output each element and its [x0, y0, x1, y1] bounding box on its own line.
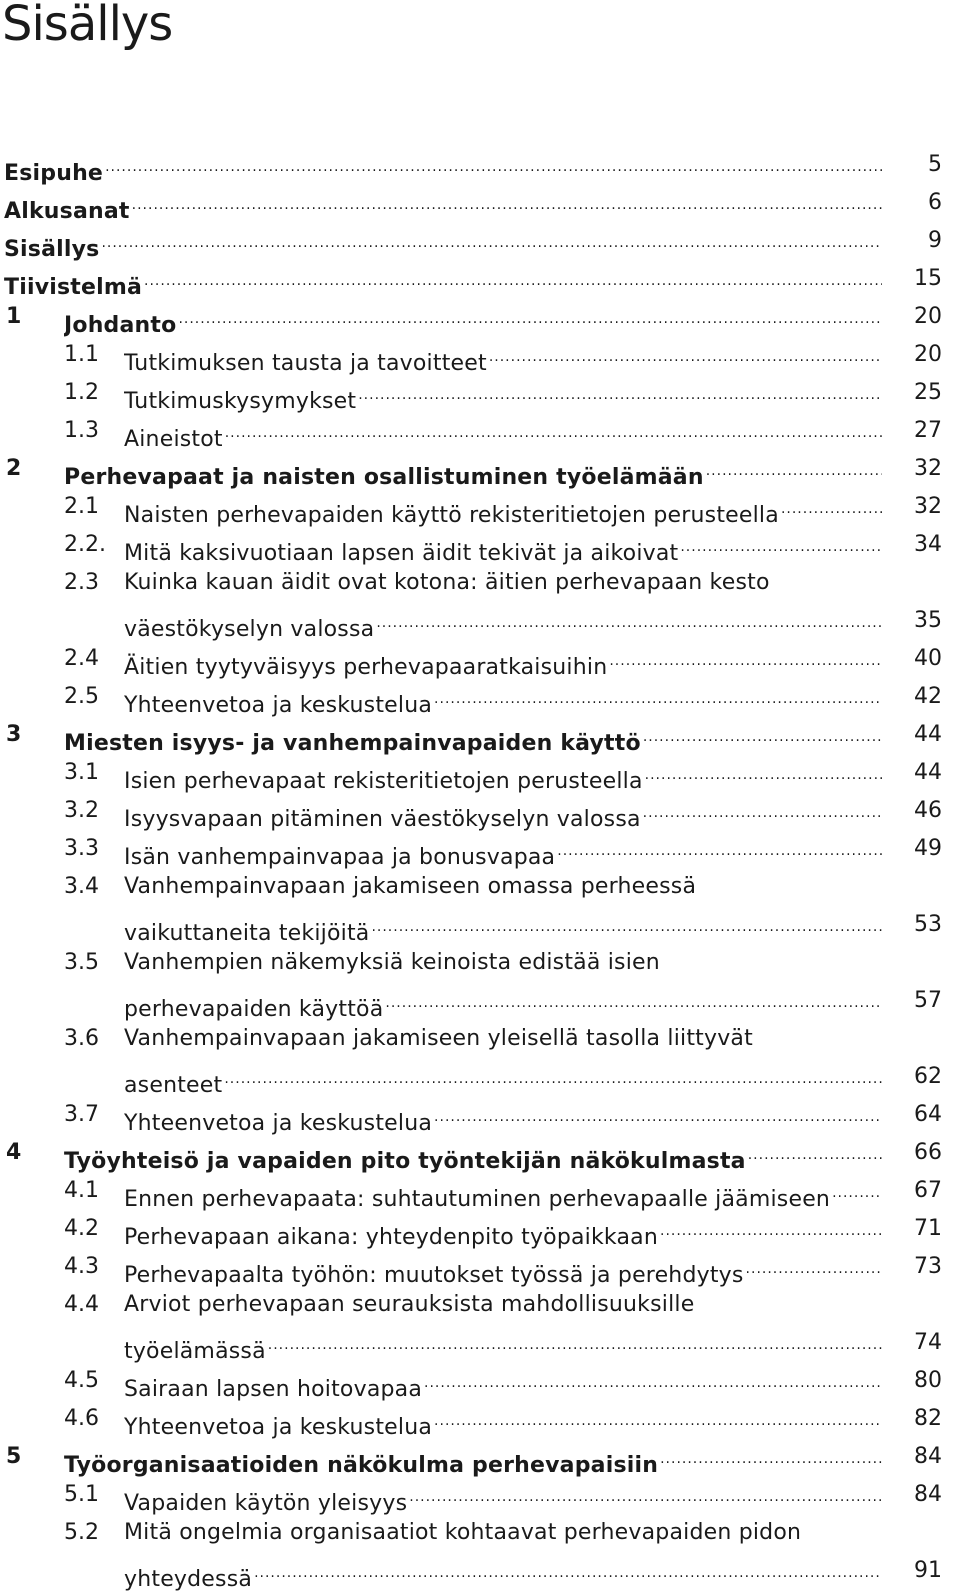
toc-entry[interactable] [0, 530, 960, 568]
dot-leader [643, 796, 882, 826]
toc-entry-label-continued: väestökyselyn valossa [124, 617, 375, 642]
dot-leader [660, 1442, 882, 1472]
toc-entry[interactable] [0, 454, 960, 492]
toc-entry-label: Äitien tyytyväisyys perhevapaaratkaisuihin [124, 655, 608, 680]
toc-entry[interactable] [0, 1100, 960, 1138]
toc-entry-page: 66 [914, 1140, 942, 1165]
toc-entry[interactable] [0, 948, 960, 986]
toc-entry-page: 73 [914, 1254, 942, 1279]
toc-entry-label: Kuinka kauan äidit ovat kotona: äitien perhevapaan kesto [124, 570, 770, 595]
table-of-contents [0, 150, 960, 1594]
toc-entry[interactable] [0, 264, 960, 302]
toc-entry-page: 82 [914, 1406, 942, 1431]
toc-entry[interactable] [0, 644, 960, 682]
toc-entry-page: 46 [914, 798, 942, 823]
toc-entry-number: 4.1 [64, 1178, 99, 1203]
toc-entry-number: 3.6 [64, 1026, 99, 1051]
toc-entry-label: Yhteenvetoa ja keskustelua [124, 1111, 433, 1136]
toc-entry-continuation[interactable] [0, 1062, 960, 1100]
toc-entry-label: Vapaiden käytön yleisyys [124, 1491, 408, 1516]
toc-entry[interactable] [0, 1366, 960, 1404]
toc-entry[interactable] [0, 682, 960, 720]
toc-entry-page: 49 [914, 836, 942, 861]
toc-entry-number: 5.1 [64, 1482, 99, 1507]
toc-entry-page: 20 [914, 342, 942, 367]
dot-leader [268, 1328, 882, 1358]
toc-entry-label: Mitä ongelmia organisaatiot kohtaavat perhevapaiden pidon [124, 1520, 802, 1545]
toc-entry-label-continued: vaikuttaneita tekijöitä [124, 921, 370, 946]
toc-entry-page: 62 [914, 1064, 942, 1089]
toc-entry[interactable] [0, 1404, 960, 1442]
toc-entry-page: 67 [914, 1178, 942, 1203]
toc-entry-number: 4 [6, 1140, 22, 1165]
toc-entry[interactable] [0, 796, 960, 834]
toc-entry-label: Vanhempien näkemyksiä keinoista edistää isien [124, 950, 660, 975]
dot-leader [105, 150, 882, 180]
dot-leader [660, 1214, 882, 1244]
toc-entry-page: 27 [914, 418, 942, 443]
toc-entry-label: Mitä kaksivuotiaan lapsen äidit tekivät ja aikoivat [124, 541, 679, 566]
toc-entry-number: 1.3 [64, 418, 99, 443]
toc-entry[interactable] [0, 1480, 960, 1518]
dot-leader [376, 606, 882, 636]
toc-entry[interactable] [0, 758, 960, 796]
toc-entry[interactable] [0, 188, 960, 226]
toc-entry-number: 1 [6, 304, 22, 329]
toc-entry-label: Esipuhe [4, 161, 104, 186]
toc-entry[interactable] [0, 492, 960, 530]
toc-entry-number: 4.4 [64, 1292, 99, 1317]
toc-entry[interactable] [0, 378, 960, 416]
toc-entry-continuation[interactable] [0, 1556, 960, 1594]
toc-entry-continuation[interactable] [0, 606, 960, 644]
toc-entry[interactable] [0, 720, 960, 758]
toc-entry-number: 2 [6, 456, 22, 481]
toc-entry-page: 71 [914, 1216, 942, 1241]
dot-leader [371, 910, 882, 940]
dot-leader [409, 1480, 882, 1510]
toc-entry-label: Sisällys [4, 237, 100, 262]
toc-entry-label: Tutkimuksen tausta ja tavoitteet [124, 351, 487, 376]
toc-entry-label: Isän vanhempainvapaa ja bonusvapaa [124, 845, 556, 870]
toc-entry-number: 3.5 [64, 950, 99, 975]
toc-entry[interactable] [0, 1138, 960, 1176]
toc-entry[interactable] [0, 872, 960, 910]
toc-entry-number: 4.3 [64, 1254, 99, 1279]
toc-entry-label: Sairaan lapsen hoitovapaa [124, 1377, 423, 1402]
dot-leader [385, 986, 882, 1016]
toc-entry-label: Miesten isyys- ja vanhempainvapaiden käyttö [64, 731, 641, 756]
dot-leader [748, 1138, 882, 1168]
toc-entry-page: 74 [914, 1330, 942, 1355]
toc-entry-label: Yhteenvetoa ja keskustelua [124, 693, 433, 718]
toc-entry-number: 5.2 [64, 1520, 99, 1545]
dot-leader [434, 1404, 882, 1434]
dot-leader [706, 454, 882, 484]
toc-entry[interactable] [0, 1252, 960, 1290]
dot-leader [781, 492, 882, 522]
toc-entry-page: 44 [914, 722, 942, 747]
toc-entry[interactable] [0, 302, 960, 340]
toc-entry-page: 35 [914, 608, 942, 633]
toc-entry-page: 15 [914, 266, 942, 291]
toc-entry-page: 6 [928, 190, 942, 215]
toc-entry-label: Vanhempainvapaan jakamiseen omassa perheessä [124, 874, 697, 899]
toc-entry-number: 3.1 [64, 760, 99, 785]
toc-entry-number: 5 [6, 1444, 22, 1469]
dot-leader [643, 720, 882, 750]
toc-entry-number: 3.4 [64, 874, 99, 899]
toc-entry[interactable] [0, 150, 960, 188]
toc-entry-page: 25 [914, 380, 942, 405]
toc-entry-page: 42 [914, 684, 942, 709]
toc-entry-number: 2.5 [64, 684, 99, 709]
toc-entry-number: 2.3 [64, 570, 99, 595]
toc-entry[interactable] [0, 1518, 960, 1556]
toc-entry[interactable] [0, 416, 960, 454]
toc-entry-page: 80 [914, 1368, 942, 1393]
toc-entry-page: 57 [914, 988, 942, 1013]
toc-entry-number: 4.5 [64, 1368, 99, 1393]
toc-entry[interactable] [0, 226, 960, 264]
page-title: Sisällys [2, 0, 173, 52]
toc-entry[interactable] [0, 1290, 960, 1328]
toc-entry-label: Naisten perhevapaiden käyttö rekisteritietojen perusteella [124, 503, 779, 528]
toc-entry-label-continued: perhevapaiden käyttöä [124, 997, 384, 1022]
toc-entry-number: 4.2 [64, 1216, 99, 1241]
toc-entry-label: Alkusanat [4, 199, 130, 224]
toc-entry-page: 91 [914, 1558, 942, 1583]
toc-entry-page: 32 [914, 456, 942, 481]
toc-entry[interactable] [0, 1442, 960, 1480]
toc-entry-label: Arviot perhevapaan seurauksista mahdollisuuksille [124, 1292, 695, 1317]
toc-entry-page: 20 [914, 304, 942, 329]
toc-entry-label-continued: yhteydessä [124, 1567, 253, 1592]
toc-entry[interactable] [0, 568, 960, 606]
dot-leader [224, 1062, 882, 1092]
toc-entry[interactable] [0, 1176, 960, 1214]
dot-leader [609, 644, 882, 674]
dot-leader [434, 1100, 882, 1130]
toc-entry-number: 3.2 [64, 798, 99, 823]
dot-leader [178, 302, 882, 332]
toc-entry-label: Yhteenvetoa ja keskustelua [124, 1415, 433, 1440]
dot-leader [254, 1556, 882, 1586]
dot-leader [434, 682, 882, 712]
toc-entry-label: Ennen perhevapaata: suhtautuminen perhevapaalle jäämiseen [124, 1187, 831, 1212]
toc-entry-page: 40 [914, 646, 942, 671]
dot-leader [225, 416, 882, 446]
toc-entry-page: 32 [914, 494, 942, 519]
dot-leader [746, 1252, 882, 1282]
toc-entry[interactable] [0, 340, 960, 378]
toc-entry-continuation[interactable] [0, 910, 960, 948]
toc-entry-label: Perhevapaan aikana: yhteydenpito työpaikkaan [124, 1225, 658, 1250]
dot-leader [489, 340, 882, 370]
toc-entry-page: 5 [928, 152, 942, 177]
toc-entry-page: 64 [914, 1102, 942, 1127]
dot-leader [144, 264, 882, 294]
toc-entry-continuation[interactable] [0, 986, 960, 1024]
toc-entry-label: Tiivistelmä [4, 275, 143, 300]
toc-entry[interactable] [0, 834, 960, 872]
dot-leader [680, 530, 882, 560]
toc-entry-page: 84 [914, 1482, 942, 1507]
toc-entry-page: 9 [928, 228, 942, 253]
toc-entry-label-continued: työelämässä [124, 1339, 266, 1364]
dot-leader [557, 834, 882, 864]
toc-entry-number: 2.1 [64, 494, 99, 519]
toc-entry-label: Isien perhevapaat rekisteritietojen perusteella [124, 769, 643, 794]
toc-entry-number: 4.6 [64, 1406, 99, 1431]
toc-entry-label: Aineistot [124, 427, 223, 452]
toc-entry-number: 2.2. [64, 532, 106, 557]
toc-entry-label: Työyhteisö ja vapaiden pito työntekijän näkökulmasta [64, 1149, 746, 1174]
dot-leader [424, 1366, 882, 1396]
toc-entry-page: 44 [914, 760, 942, 785]
toc-entry-number: 1.2 [64, 380, 99, 405]
toc-entry-number: 3 [6, 722, 22, 747]
dot-leader [101, 226, 882, 256]
toc-entry-label: Perhevapaalta työhön: muutokset työssä ja perehdytys [124, 1263, 744, 1288]
toc-entry-label-continued: asenteet [124, 1073, 223, 1098]
toc-entry-label: Vanhempainvapaan jakamiseen yleisellä tasolla liittyvät [124, 1026, 753, 1051]
toc-entry[interactable] [0, 1024, 960, 1062]
dot-leader [645, 758, 882, 788]
toc-entry-number: 3.3 [64, 836, 99, 861]
dot-leader [132, 188, 882, 218]
toc-entry-page: 53 [914, 912, 942, 937]
toc-entry[interactable] [0, 1214, 960, 1252]
toc-entry-page: 84 [914, 1444, 942, 1469]
toc-entry-number: 3.7 [64, 1102, 99, 1127]
toc-entry-number: 1.1 [64, 342, 99, 367]
toc-entry-label: Työorganisaatioiden näkökulma perhevapaisiin [64, 1453, 659, 1478]
toc-entry-label: Isyysvapaan pitäminen väestökyselyn valossa [124, 807, 641, 832]
toc-entry-label: Johdanto [64, 313, 177, 338]
toc-entry-number: 2.4 [64, 646, 99, 671]
toc-entry-label: Perhevapaat ja naisten osallistuminen työelämään [64, 465, 704, 490]
toc-entry-label: Tutkimuskysymykset [124, 389, 357, 414]
dot-leader [832, 1176, 882, 1206]
dot-leader [358, 378, 882, 408]
toc-entry-page: 34 [914, 532, 942, 557]
toc-entry-continuation[interactable] [0, 1328, 960, 1366]
